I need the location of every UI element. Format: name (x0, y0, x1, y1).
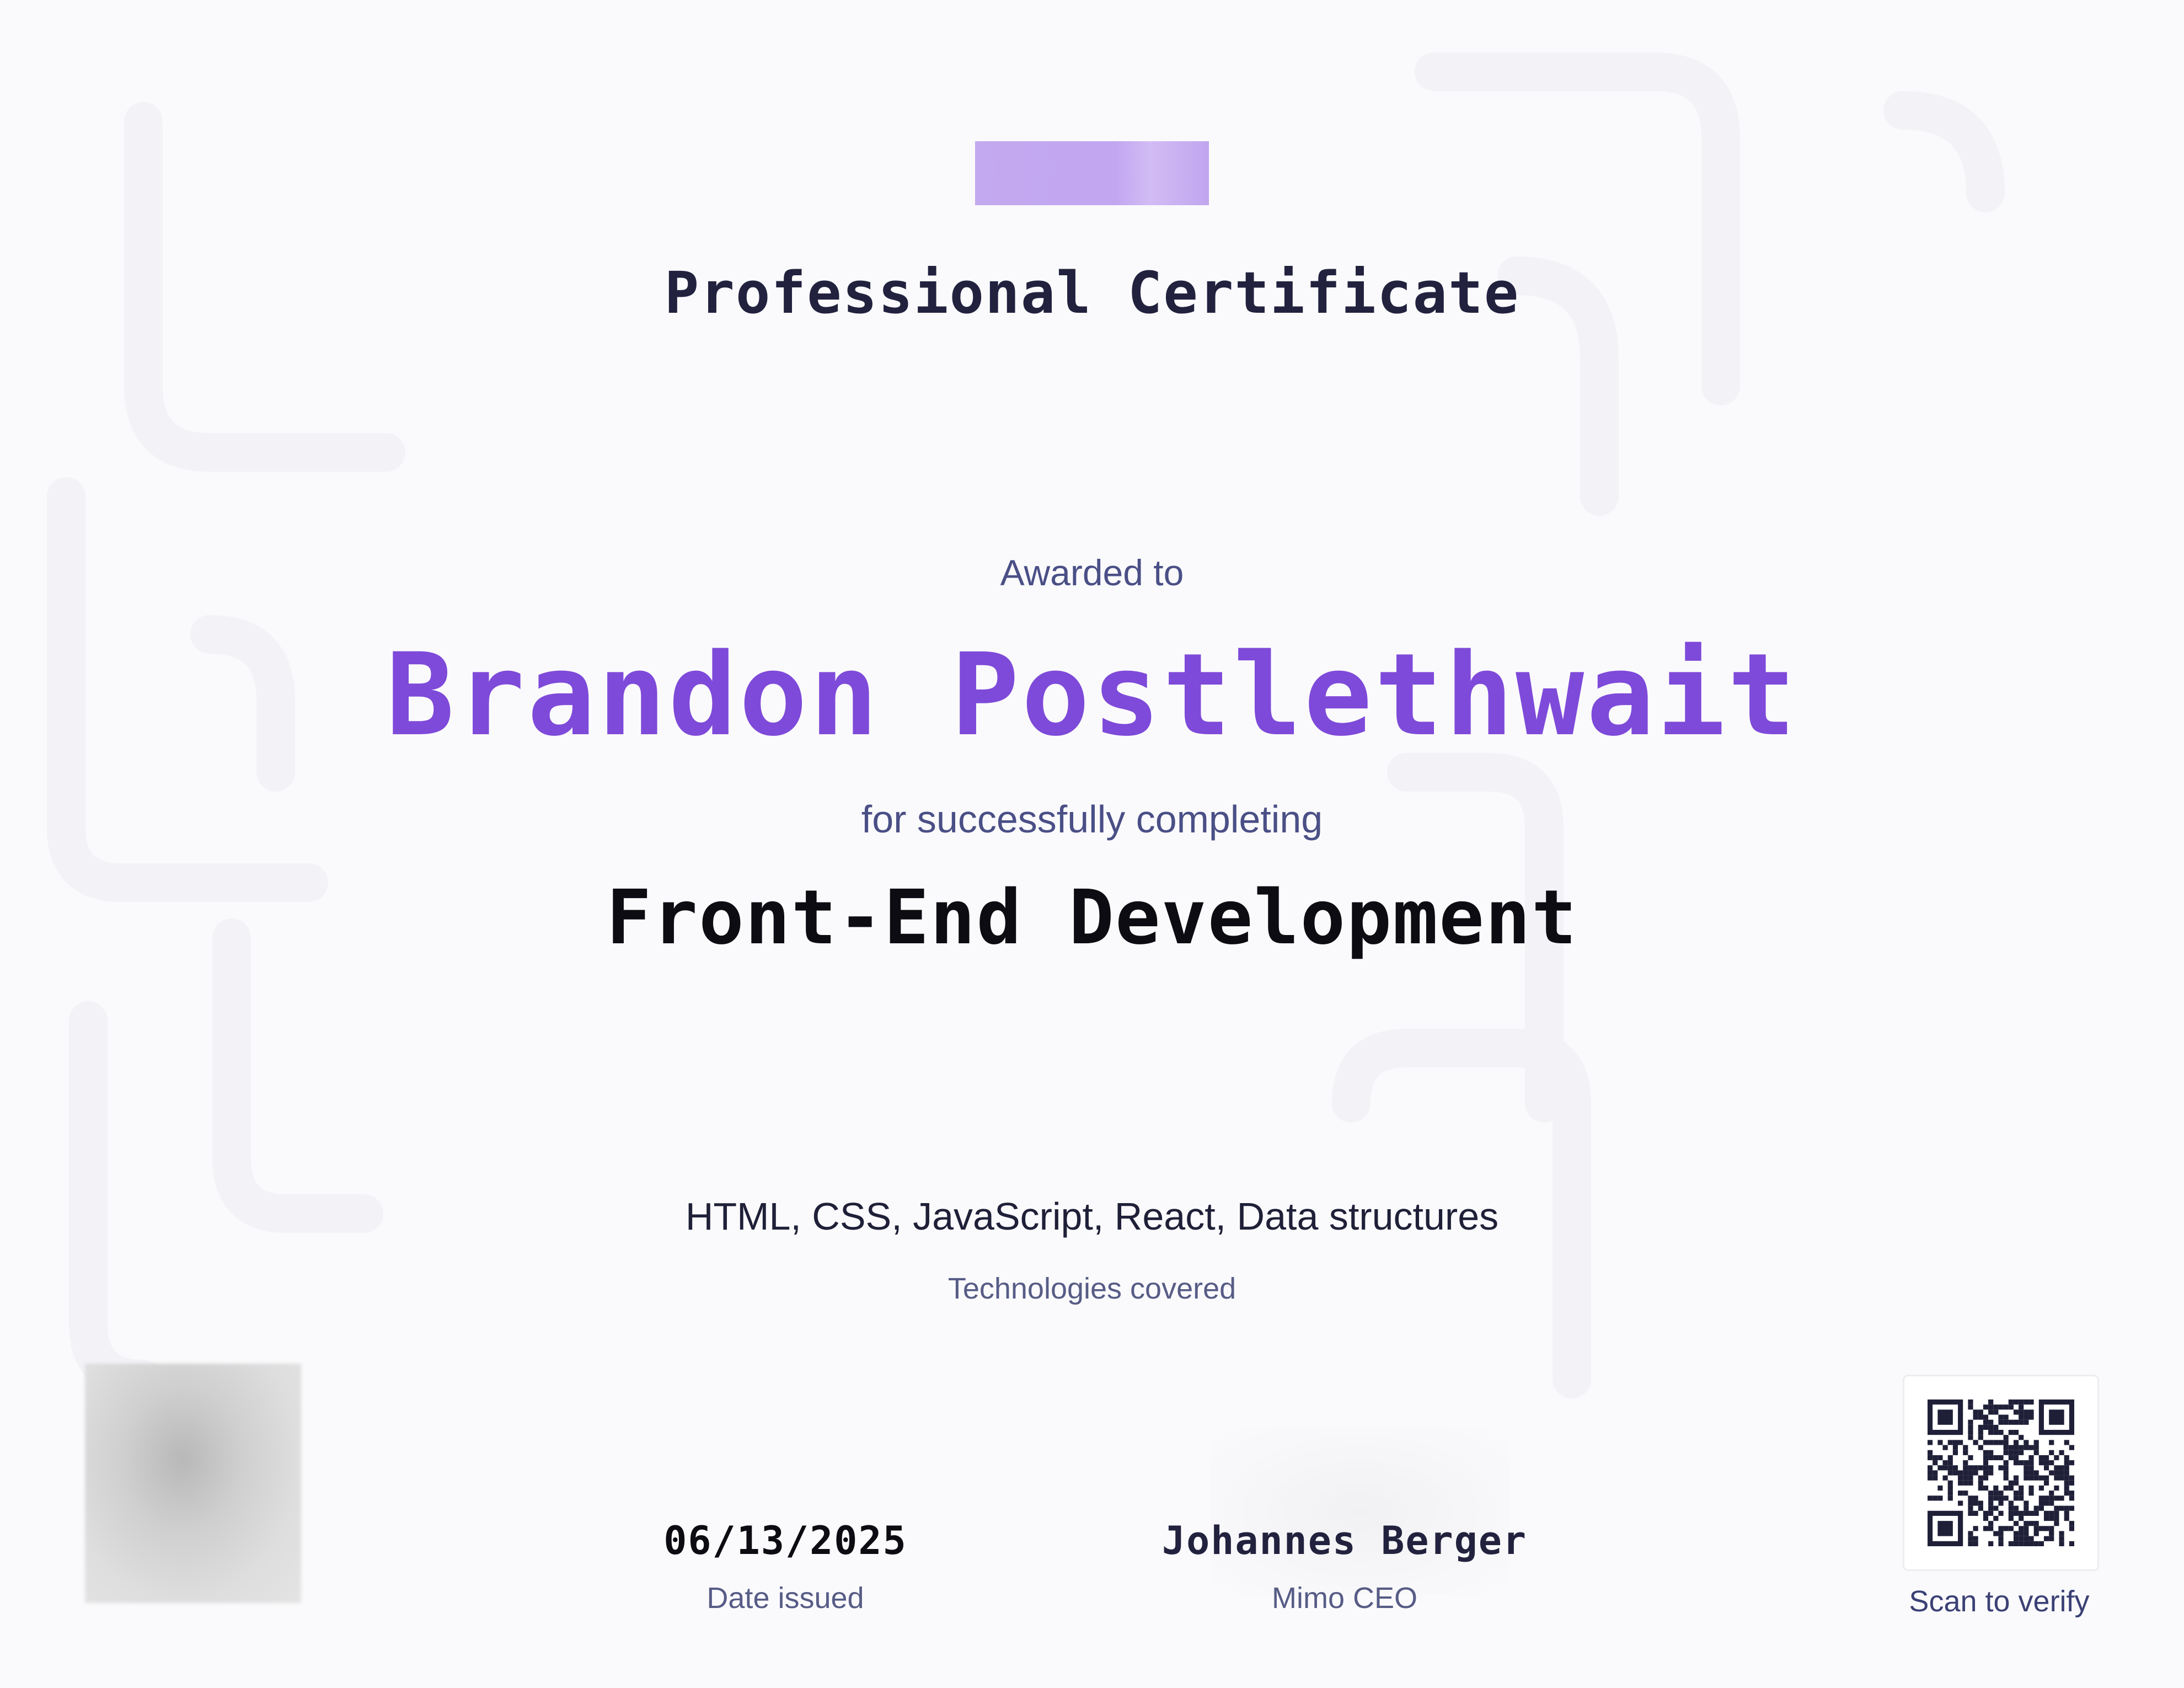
completion-label: for successfully completing (861, 798, 1323, 841)
date-block (620, 1518, 951, 1615)
signer-name: Johannes Berger (1161, 1518, 1528, 1563)
verify-qr-code[interactable] (1903, 1375, 2099, 1571)
qr-code-icon (1928, 1399, 2074, 1546)
mimo-logo (975, 141, 1209, 205)
badge-image (85, 1364, 301, 1603)
signature-block (1124, 1518, 1565, 1615)
signer-title: Mimo CEO (1271, 1582, 1417, 1615)
certificate-title: Professional Certificate (664, 259, 1520, 327)
recipient-name: Brandon Postlethwait (386, 629, 1798, 761)
technologies-label: Technologies covered (948, 1272, 1236, 1305)
awarded-label: Awarded to (1000, 552, 1184, 593)
technologies-list: HTML, CSS, JavaScript, React, Data structures (685, 1195, 1499, 1238)
issue-date: 06/13/2025 (663, 1518, 907, 1563)
course-name: Front-End Development (606, 874, 1578, 961)
issue-date-label: Date issued (706, 1582, 864, 1615)
scan-to-verify-label: Scan to verify (1909, 1585, 2090, 1618)
